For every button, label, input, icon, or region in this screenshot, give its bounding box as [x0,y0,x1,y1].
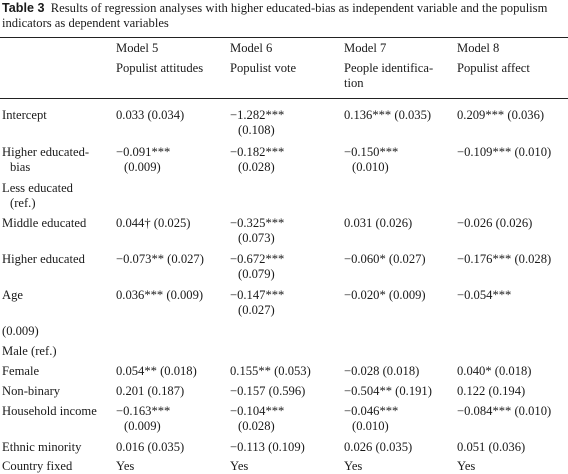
cell-intercept-m5: 0.033 (0.034) [116,108,185,122]
row-label-male: Male (ref.) [2,344,57,358]
cell-higher-m6: −0.672*** (0.079) [230,252,285,281]
cell-ethnic-m5: 0.016 (0.035) [116,440,185,454]
table-caption-text: Results of regression analyses with higher educated-bias as independent variable and the populism indicators as dependent variables [2,1,548,30]
cell-heb-m5: −0.091*** (0.009) [116,145,171,174]
cell-nonbinary-m7: −0.504** (0.191) [344,384,432,398]
header-dv-populist-vote: Populist vote [230,61,297,75]
cell-heb-m7: −0.150*** (0.010) [344,145,399,174]
cell-age-m7: −0.020* (0.009) [344,288,426,302]
cell-intercept-m6: −1.282*** (0.108) [230,108,285,137]
row-label-less-educated: Less educated (ref.) [2,181,73,210]
cell-income-m6: −0.104*** (0.028) [230,404,285,433]
cell-nonbinary-m8: 0.122 (0.194) [457,384,526,398]
row-label-household-income: Household income [2,404,97,418]
row-label-higher-educated-bias: Higher educated- bias [2,145,90,174]
cell-higher-m5: −0.073** (0.027) [116,252,204,266]
cell-country-m8: Yes [457,459,476,473]
header-model-5: Model 5 [116,41,159,55]
cell-income-m8: −0.084*** (0.010) [457,404,552,418]
row-label-non-binary: Non-binary [2,384,61,398]
row-label-age: Age [2,288,23,302]
header-dv-people-identification: People identifica- tion [344,61,434,90]
cell-age-m8: −0.054*** [457,288,512,302]
row-label-ethnic-minority: Ethnic minority [2,440,82,454]
header-dv-populist-affect: Populist affect [457,61,530,75]
cell-country-m7: Yes [344,459,363,473]
cell-income-m7: −0.046*** (0.010) [344,404,399,433]
cell-ethnic-m8: 0.051 (0.036) [457,440,526,454]
row-label-middle-educated: Middle educated [2,216,87,230]
header-model-7: Model 7 [344,41,387,55]
cell-heb-m6: −0.182*** (0.028) [230,145,285,174]
header-model-8: Model 8 [457,41,500,55]
cell-age-m8-continued: (0.009) [2,324,39,338]
cell-nonbinary-m5: 0.201 (0.187) [116,384,185,398]
row-label-female: Female [2,364,40,378]
cell-female-m5: 0.054** (0.018) [116,364,197,378]
cell-middle-m5: 0.044† (0.025) [116,216,191,230]
cell-ethnic-m6: −0.113 (0.109) [230,440,305,454]
cell-heb-m8: −0.109*** (0.010) [457,145,552,159]
cell-middle-m6: −0.325*** (0.073) [230,216,285,245]
cell-age-m6: −0.147*** (0.027) [230,288,285,317]
row-label-intercept: Intercept [2,108,47,122]
cell-ethnic-m7: 0.026 (0.035) [344,440,413,454]
cell-intercept-m8: 0.209*** (0.036) [457,108,545,122]
table-label: Table 3 [2,1,45,15]
cell-country-m6: Yes [230,459,249,473]
cell-country-m5: Yes [116,459,135,473]
header-dv-populist-attitudes: Populist attitudes [116,61,204,75]
cell-middle-m8: −0.026 (0.026) [457,216,533,230]
cell-income-m5: −0.163*** (0.009) [116,404,171,433]
cell-higher-m8: −0.176*** (0.028) [457,252,552,266]
cell-female-m8: 0.040* (0.018) [457,364,532,378]
row-label-higher-educated: Higher educated [2,252,85,266]
row-label-country-fixed: Country fixed [2,459,73,473]
top-rule [0,37,568,38]
cell-higher-m7: −0.060* (0.027) [344,252,426,266]
cell-female-m7: −0.028 (0.018) [344,364,420,378]
cell-middle-m7: 0.031 (0.026) [344,216,413,230]
header-model-6: Model 6 [230,41,273,55]
cell-intercept-m7: 0.136*** (0.035) [344,108,432,122]
cell-female-m6: 0.155** (0.053) [230,364,311,378]
cell-nonbinary-m6: −0.157 (0.596) [230,384,306,398]
cell-age-m5: 0.036*** (0.009) [116,288,204,302]
header-rule [0,98,568,99]
table-caption [2,1,564,31]
